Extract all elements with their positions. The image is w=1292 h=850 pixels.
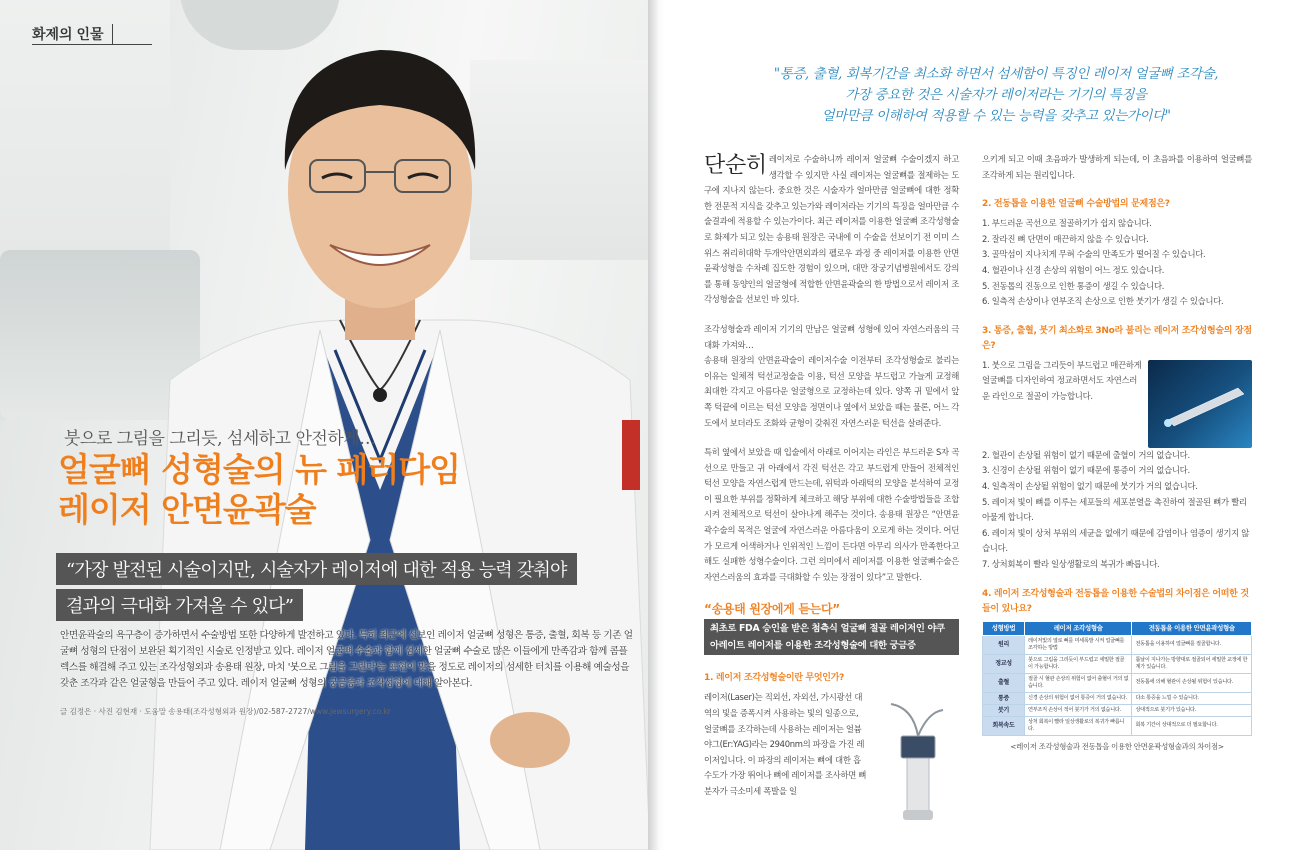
table-cell: 회복 기간이 상대적으로 더 필요합니다.	[1132, 716, 1252, 735]
paragraph-4: 특히 옆에서 보았을 때 입술에서 아래로 이어지는 라인은 부드러운 S자 곡선으로 만들고 귀 아래에서 각진 턱선은 각고 부드럽게 만들어 전체적인 턱선 모양을 자연스럽게 만드는데, 위턱과 아래턱의 모양을 분석하여 교정이 필요한 부위를 정확하게 체크하고 해당 부위에 대한 수술방법들을 조합시켜 전체적으로 턱선이 살아나게 해주는 것이다. 송용태 원장은 “안면윤곽수술의 목적은 얼굴에 자연스러운 아름다움이 오로게 하는 것이다. 어딘가 모르게 어색하거나 인위적인 느낌이 든다면 아무리 의사가 만족한다고해도 실패한 성형수술이다. 그런 의미에서 레이저를 이용한 얼굴뼈수술은 자연스러움의 효과를 극대화할 수 있는 장점이 있다”고 말한다.	[704, 447, 959, 582]
table-row-label: 통증	[983, 692, 1025, 704]
table-caption: <레이저 조각성형술과 전동톱을 이용한 안면윤곽성형술과의 차이점>	[1010, 741, 1224, 751]
table-row-label: 출혈	[983, 673, 1025, 692]
table-cell: 절골 시 혈관 손상의 위험이 없어 출혈이 거의 없습니다.	[1025, 673, 1132, 692]
table-header-cell: 레이저 조각성형술	[1025, 621, 1132, 635]
table-header-row	[983, 621, 1252, 635]
table-row	[983, 716, 1252, 735]
article-title	[58, 450, 460, 530]
question-3-intro: 1. 붓으로 그림을 그리듯이 부드럽고 매끈하게 얼굴뼈를 디자인하여 정교하면서도 자연스러운 라인으로 절골이 가능합니다.	[982, 359, 1142, 401]
right-page	[676, 0, 1292, 850]
intro-paragraph: 안면윤곽술의 욕구층이 증가하면서 수술방법 또한 다양하게 발전하고 있다. 특히 최근에 선보인 레이저 얼굴뼈 성형은 통증, 출혈, 회복 등 기존 얼굴뼈 성형의 단점이 보완된 획기적인 시술로 인정받고 있다. 레이저 얼굴뼈 수술과 함께 섬세한 얼굴뼈 수술로 많은 이들에게 만족감과 함께 콤플렉스를 해결해 주고 있는 조각성형외과 송용태 원장, 마치 '붓으로 그림을 그린다'는 표현이 맞을 정도로 레이저의 섬세한 터치를 이용해 예술성을 갖춘 조각과 같은 얼굴형을 만들어 주고 있다. 레이저 얼굴뼈 성형의 궁금증과 조각성형에 대해 알아본다.	[60, 630, 633, 689]
table-row-label: 붓기	[983, 704, 1025, 716]
paragraph-1-text: 레이저로 수술하니까 레이저 얼굴뼈 수술이겠지 하고 생각할 수 있지만 사실 레이저는 얼굴뼈를 절제하는 도구에 지나지 않는다. 중요한 것은 시술자가 얼마만큼 얼굴뼈에 대한 정확한 전문적 지식을 갖추고 있는가와 레이저라는 기기의 특징을 얼마만큼 수술결과에 적용할 수 있는가이다. 최근 레이저를 이용한 얼굴뼈 조각성형술로 화제가 되고 있는 송용태 원장은 국내에 이 수술을 선보이기 전 이미 스위스 취리히대학 두개악안면외과의 펠로우 과정 중 레이저를 이용한 안면윤곽성형을 수차례 집도한 경험이 있으며, 대만 장궁기념병원에서도 강의를 통해 동양인의 얼굴형에 적합한 안면윤곽술의 한 방법으로서 레이저 조각성형술을 선보인 바 있다.	[704, 154, 959, 305]
table-row	[983, 654, 1252, 673]
table-row-label: 정교성	[983, 654, 1025, 673]
list-item: 2. 혈관이 손상될 위험이 없기 때문에 출혈이 거의 없습니다.	[982, 449, 1190, 460]
question-2: 2. 전동톱을 이용한 얼굴뼈 수술방법의 문제점은?	[982, 199, 1170, 210]
question-3-list	[982, 448, 1252, 573]
table-row	[983, 673, 1252, 692]
list-item: 4. 일측적이 손상될 위험이 없기 때문에 붓기가 거의 없습니다.	[982, 480, 1198, 491]
laser-device-image	[873, 698, 959, 828]
question-3: 3. 통증, 출혈, 붓기 최소화로 3No라 불리는 레이저 조각성형술의 장점은?	[982, 325, 1252, 351]
paragraph-1	[704, 152, 959, 308]
paragraph-2: 조각성형술과 레이저 기기의 만남은 얼굴뼈 성형에 있어 자연스러움의 극대화 가져와…	[704, 323, 959, 350]
comparison-table	[982, 621, 1252, 736]
answer-1: 레이저(Laser)는 직외선, 자외선, 가시광선 대역의 빛을 증폭시켜 사용하는 빛의 일종으로, 얼굴뼈를 조각하는데 사용하는 레이저는 얼븀야그(Er:YAG)라는 2940nm의 파장을 가진 레이저입니다. 이 파장의 레이저는 뼈에 대한 흡수도가 가장 뛰어나 뼈에 레이저를 조사하면 뼈 분자가 극소미세 폭발을 일	[704, 692, 867, 796]
table-cell: 신경 손상의 위험이 없어 통증이 거의 없습니다.	[1025, 692, 1132, 704]
qa-intro-box: 최초로 FDA 승인을 받은 첨측식 얼굴뼈 절골 레이저인 야쿠아레이트 레이저를 이용한 조각성형술에 대한 궁금증	[704, 619, 959, 655]
table-row-label: 회복속도	[983, 716, 1025, 735]
table-cell: 전동톱에 의해 혈관이 손상될 위험이 있습니다.	[1132, 673, 1252, 692]
laser-handpiece-icon	[1148, 360, 1252, 448]
table-cell: 톱날이 지나가는 방향대로 절골되어 세밀한 교정에 한계가 있습니다.	[1132, 654, 1252, 673]
table-row	[983, 704, 1252, 716]
column-2	[982, 152, 1252, 754]
list-item: 6. 일측적 손상이나 연부조직 손상으로 인한 붓기가 생길 수 있습니다.	[982, 296, 1224, 307]
article-title-line-1: 얼굴뼈 성형술의 뉴 패러다임	[58, 450, 461, 489]
column-1	[704, 152, 959, 828]
red-sign	[622, 420, 640, 490]
table-row-label: 원리	[983, 635, 1025, 654]
article-subtitle: 붓으로 그림을 그리듯, 섬세하고 안전하게…	[64, 429, 376, 449]
section-tag: 화제의 인물	[32, 24, 113, 44]
list-item: 6. 레이저 빛이 상처 부위의 세균을 없애기 때문에 감염이나 염증이 생기지 않습니다.	[982, 527, 1250, 554]
table-cell: 다소 통증을 느낄 수 있습니다.	[1132, 692, 1252, 704]
table-cell: 상대적으로 붓기가 있습니다.	[1132, 704, 1252, 716]
answer-1-row	[704, 690, 959, 828]
paragraph-3: 송용태 원장의 안면윤곽술이 레이저수술 이전부터 조각성형술로 불리는 이유는 일체적 턱선교정술을 이용, 턱선 모양을 부드럽고 가늘게 교정해 최대한 각지고 아름다운 얼굴형으로 교정하는데 있다. 양쪽 귀 밑에서 앞쪽 턱끝에 이르는 턱선 모양을 정면이나 옆에서 보았을 때는 물론, 어느 각도에서 보더라도 조화와 균형이 갖춰진 자연스러운 턱선을 살려준다.	[704, 355, 959, 428]
credit-line: 글 김정은 · 사진 김현재 · 도움말 송용태(조각성형외과 원장)/02-587-2727/www.jewsurgery.co.kr	[60, 707, 391, 716]
table-row	[983, 692, 1252, 704]
pull-quote-line-1: "통증, 출혈, 회복기간을 최소화 하면서 섬세함이 특징인 레이저 얼굴뼈 조각술,	[773, 66, 1219, 82]
table-cell: 붓으로 그림을 그리듯이 부드럽고 세밀한 절골이 가능합니다.	[1025, 654, 1132, 673]
table-cell: 전동톱을 이용하여 얼굴뼈를 절골합니다.	[1132, 635, 1252, 654]
question-4: 4. 레이저 조각성형술과 전동톱을 이용한 수술법의 차이점은 어떠한 것들이 있나요?	[982, 588, 1249, 614]
paragraph-5: 으키게 되고 이때 초음파가 발생하게 되는데, 이 초음파를 이용하여 얼굴뼈를 조각하게 되는 원리입니다.	[982, 154, 1252, 180]
article-title-line-2: 레이저 안면윤곽술	[58, 490, 316, 529]
page-spine	[648, 0, 676, 850]
laser-handpiece-photo	[1148, 360, 1252, 448]
pull-quote-line-3: 얼마만큼 이해하여 적용할 수 있는 능력을 갖추고 있는가이다"	[821, 108, 1171, 124]
dropcap: 단순히	[704, 153, 767, 178]
quote-box-line-2: 결과의 극대화 가져올 수 있다”	[56, 589, 303, 621]
qa-header: “송용태 원장에게 듣는다”	[704, 602, 840, 617]
question-2-list	[982, 216, 1252, 310]
pull-quote	[736, 64, 1256, 127]
list-item: 1. 부드러운 곡선으로 절골하기가 쉽지 않습니다.	[982, 218, 1152, 229]
table-cell: 상처 회복이 빨라 일상생활로의 복귀가 빠릅니다.	[1025, 716, 1132, 735]
table-cell: 레이저빛의 열로 뼈를 미세폭발 시켜 얼굴뼈를 조각하는 방법	[1025, 635, 1132, 654]
list-item: 5. 전동톱의 진동으로 인한 통증이 생길 수 있습니다.	[982, 280, 1165, 291]
table-row	[983, 635, 1252, 654]
list-item: 3. 신경이 손상될 위험이 없기 때문에 통증이 거의 없습니다.	[982, 465, 1190, 476]
list-item: 3. 골막섬이 지나치게 무혀 수술의 만족도가 떨어질 수 있습니다.	[982, 249, 1206, 260]
list-item: 5. 레이저 빛이 뼈를 이루는 세포들의 세포분열을 촉진하여 절골된 뼈가 빨리 아물게 합니다.	[982, 496, 1247, 523]
pull-quote-line-2: 가장 중요한 것은 시술자가 레이저라는 기기의 특징을	[845, 87, 1147, 103]
table-cell: 연부조직 손상이 적어 붓기가 거의 없습니다.	[1025, 704, 1132, 716]
list-item: 2. 잘라진 뼈 단면이 매끈하지 않을 수 있습니다.	[982, 233, 1149, 244]
question-3-intro-row	[982, 358, 1252, 448]
list-item: 7. 상처회복이 빨라 일상생활로의 복귀가 빠릅니다.	[982, 558, 1160, 569]
question-1: 1. 레이저 조각성형술이란 무엇인가?	[704, 673, 845, 684]
table-header-cell: 전동톱을 이용한 안면윤곽성형술	[1132, 621, 1252, 635]
list-item: 4. 혈관이나 신경 손상의 위험이 어느 정도 있습니다.	[982, 264, 1165, 275]
table-header-cell: 성형방법	[983, 621, 1025, 635]
quote-box-line-1: “가장 발전된 시술이지만, 시술자가 레이저에 대한 적용 능력 갖춰야	[56, 553, 577, 585]
